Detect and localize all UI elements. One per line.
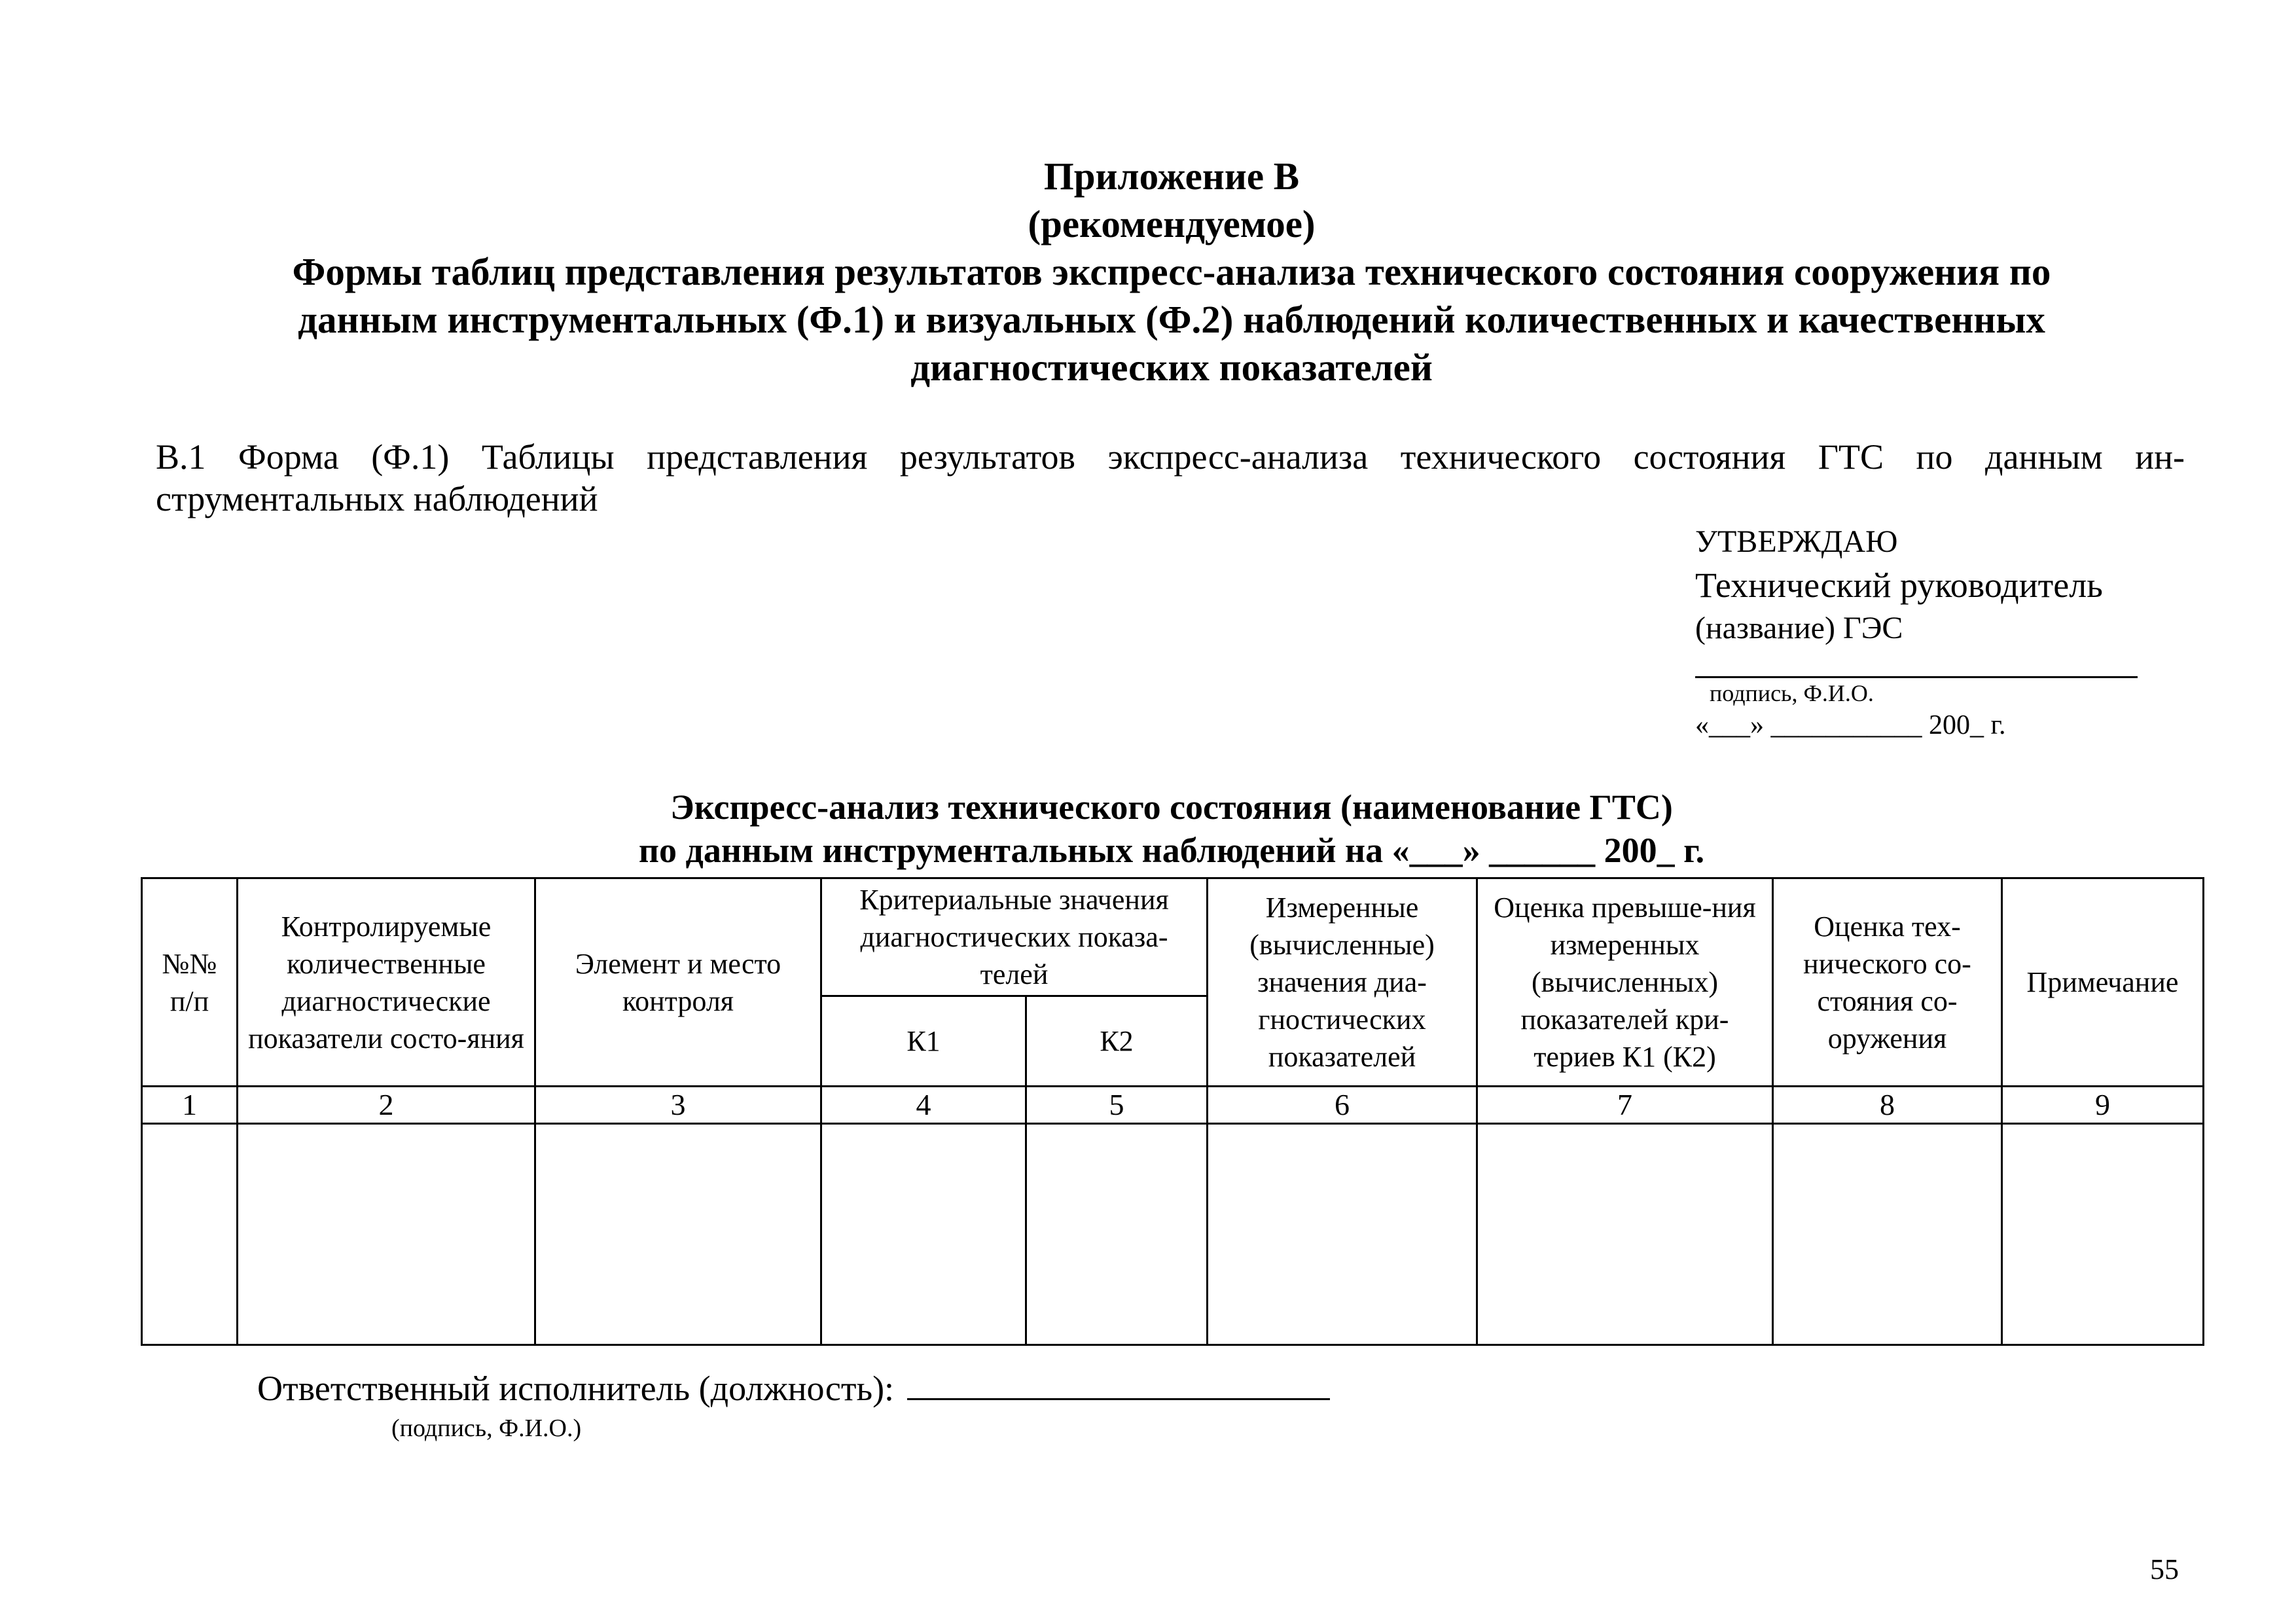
express-analysis-table xyxy=(141,877,2204,1346)
approval-block xyxy=(1695,522,2138,742)
table-cell xyxy=(821,1124,1026,1345)
appendix-title: Приложение В xyxy=(1043,154,1300,198)
column-number-row xyxy=(142,1087,2204,1124)
table-cell xyxy=(1773,1124,2002,1345)
table-cell xyxy=(1026,1124,1208,1345)
header-condition-assessment: Оценка тех-нического со-стояния со-оружения xyxy=(1773,878,2002,1087)
table-cell xyxy=(535,1124,821,1345)
header-indicators: Контролируемые количественные диагностические показатели состо-яния xyxy=(238,878,535,1087)
table-title-line1: Экспресс-анализ технического состояния (наименование ГТС) xyxy=(670,787,1673,827)
intro-paragraph-line1: В.1 Форма (Ф.1) Таблицы представления результатов экспресс-анализа технического состояния ГТС по данным ин- xyxy=(156,437,2185,477)
responsible-executor-caption: (подпись, Ф.И.О.) xyxy=(391,1415,582,1442)
column-number: 8 xyxy=(1773,1087,2002,1124)
approval-title: УТВЕРЖДАЮ xyxy=(1695,524,1898,559)
appendix-subtitle-line2: данным инструментальных (Ф.1) и визуальных (Ф.2) наблюдений количественных и качественных xyxy=(298,298,2045,341)
header-k1: К1 xyxy=(821,996,1026,1087)
table-title-line2: по данным инструментальных наблюдений на «___» ______ 200_ г. xyxy=(638,831,1705,870)
table-cell xyxy=(238,1124,535,1345)
responsible-executor-label: Ответственный исполнитель (должность): xyxy=(257,1369,895,1408)
column-number: 4 xyxy=(821,1087,1026,1124)
responsible-executor xyxy=(257,1368,1330,1409)
appendix-subtitle-line1: Формы таблиц представления результатов экспресс-анализа технического состояния сооружения по xyxy=(292,250,2051,293)
column-number: 6 xyxy=(1208,1087,1477,1124)
column-number: 5 xyxy=(1026,1087,1208,1124)
table-cell xyxy=(2002,1124,2204,1345)
table-cell xyxy=(1208,1124,1477,1345)
responsible-executor-signature-line xyxy=(907,1398,1330,1400)
column-number: 2 xyxy=(238,1087,535,1124)
approval-signature-caption: подпись, Ф.И.О. xyxy=(1710,680,1874,706)
appendix-heading xyxy=(131,153,2212,391)
header-row-number: №№ п/п xyxy=(142,878,238,1087)
header-measured-values: Измеренные (вычисленные) значения диа-гностических показателей xyxy=(1208,878,1477,1087)
header-k2: К2 xyxy=(1026,996,1208,1087)
table-cell xyxy=(142,1124,238,1345)
intro-paragraph-line2: струментальных наблюдений xyxy=(156,479,598,518)
approval-date: «___» ___________ 200_ г. xyxy=(1695,710,2006,740)
header-element-location: Элемент и место контроля xyxy=(535,878,821,1087)
header-criteria-values: Критериальные значения диагностических показа-телей xyxy=(821,878,1208,996)
page-number: 55 xyxy=(2150,1553,2179,1585)
column-number: 1 xyxy=(142,1087,238,1124)
appendix-subtitle-line3: диагностических показателей xyxy=(910,346,1433,389)
appendix-status: (рекомендуемое) xyxy=(1028,202,1316,245)
approval-position: Технический руководитель xyxy=(1695,566,2103,605)
table-title xyxy=(131,785,2212,872)
approval-org: (название) ГЭС xyxy=(1695,611,1903,645)
header-note: Примечание xyxy=(2002,878,2204,1087)
header-exceedance-assessment: Оценка превыше-ния измеренных (вычисленных) показателей кри-териев К1 (К2) xyxy=(1477,878,1773,1087)
column-number: 3 xyxy=(535,1087,821,1124)
column-number: 9 xyxy=(2002,1087,2204,1124)
column-number: 7 xyxy=(1477,1087,1773,1124)
table-row xyxy=(142,1124,2204,1345)
table-cell xyxy=(1477,1124,1773,1345)
